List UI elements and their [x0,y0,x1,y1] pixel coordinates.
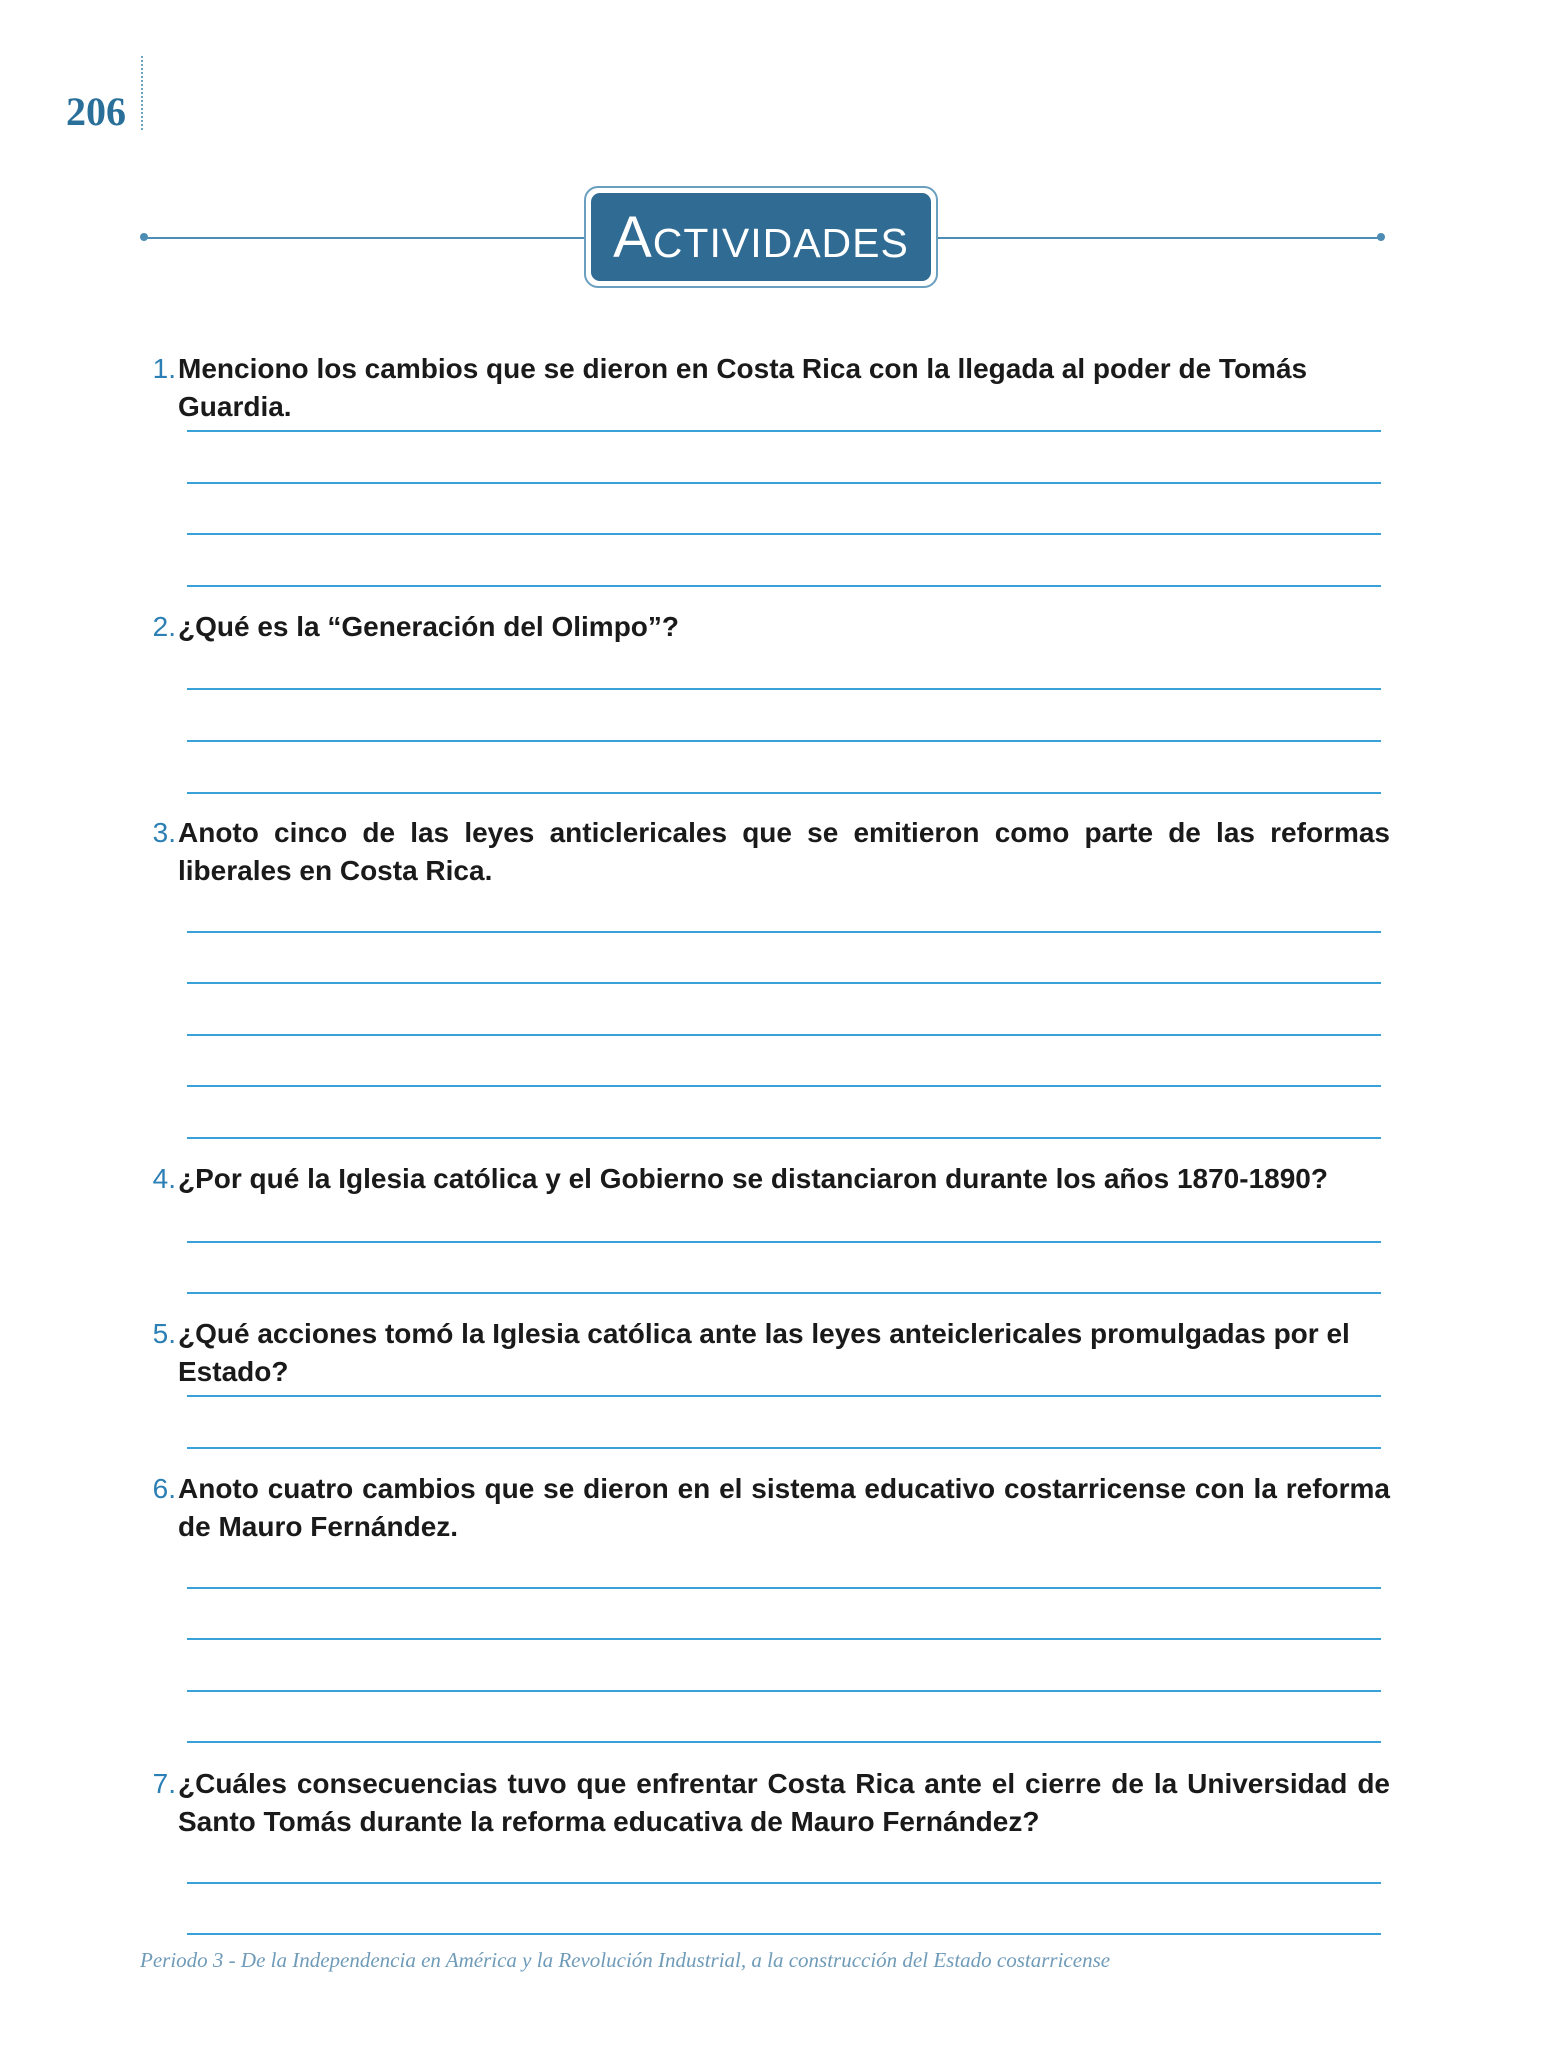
question-7 [148,1765,1390,1841]
answer-line[interactable] [187,1034,1381,1036]
question-number: 5. [152,1318,176,1349]
answer-line[interactable] [187,1638,1381,1640]
answer-line[interactable] [187,1447,1381,1449]
section-title-box [584,186,938,288]
header-dot-left [140,233,148,241]
question-6 [148,1470,1390,1546]
answer-line[interactable] [187,1741,1381,1743]
answer-line[interactable] [187,688,1381,690]
answer-line[interactable] [187,1690,1381,1692]
question-text: Anoto cuatro cambios que se dieron en el sistema educativo costarricense con la reforma de Mauro Fernández. [178,1473,1390,1542]
question-number: 1. [152,353,176,384]
question-text: Menciono los cambios que se dieron en Costa Rica con la llegada al poder de Tomás Guardia. [178,353,1308,422]
question-text: ¿Qué acciones tomó la Iglesia católica ante las leyes anteiclericales promulgadas por el Estado? [178,1318,1350,1387]
answer-line[interactable] [187,1292,1381,1294]
answer-line[interactable] [187,1882,1381,1884]
question-number: 3. [152,817,176,848]
answer-line[interactable] [187,533,1381,535]
question-4 [148,1160,1390,1198]
answer-line[interactable] [187,1587,1381,1589]
answer-line[interactable] [187,792,1381,794]
question-text: Anoto cinco de las leyes anticlericales que se emitieron como parte de las reformas liberales en Costa Rica. [178,817,1390,886]
answer-line[interactable] [187,430,1381,432]
header-line-left [144,237,588,239]
question-3 [148,814,1390,890]
answer-line[interactable] [187,1085,1381,1087]
answer-line[interactable] [187,931,1381,933]
question-5 [148,1315,1390,1391]
answer-line[interactable] [187,1933,1381,1935]
question-text: ¿Cuáles consecuencias tuvo que enfrentar Costa Rica ante el cierre de la Universidad de Santo Tomás durante la reforma educativa de Mauro Fernández? [178,1768,1390,1837]
question-text: ¿Qué es la “Generación del Olimpo”? [178,611,680,642]
section-title: Actividades [591,193,931,281]
answer-line[interactable] [187,1137,1381,1139]
question-1 [148,350,1390,426]
answer-line[interactable] [187,585,1381,587]
page-number-rule [141,56,143,130]
header-line-right [934,237,1382,239]
answer-line[interactable] [187,1241,1381,1243]
answer-line[interactable] [187,1395,1381,1397]
header-dot-right [1377,233,1385,241]
footer-text: Periodo 3 - De la Independencia en América y la Revolución Industrial, a la construcción del Estado costarricense [140,1948,1111,1972]
question-number: 6. [152,1473,176,1504]
answer-line[interactable] [187,740,1381,742]
question-text: ¿Por qué la Iglesia católica y el Gobierno se distanciaron durante los años 1870-1890? [178,1163,1328,1194]
question-number: 2. [152,611,176,642]
answer-line[interactable] [187,482,1381,484]
question-number: 7. [152,1768,176,1799]
page-number: 206 [66,89,126,134]
question-number: 4. [152,1163,176,1194]
answer-line[interactable] [187,982,1381,984]
question-2 [148,608,1390,646]
